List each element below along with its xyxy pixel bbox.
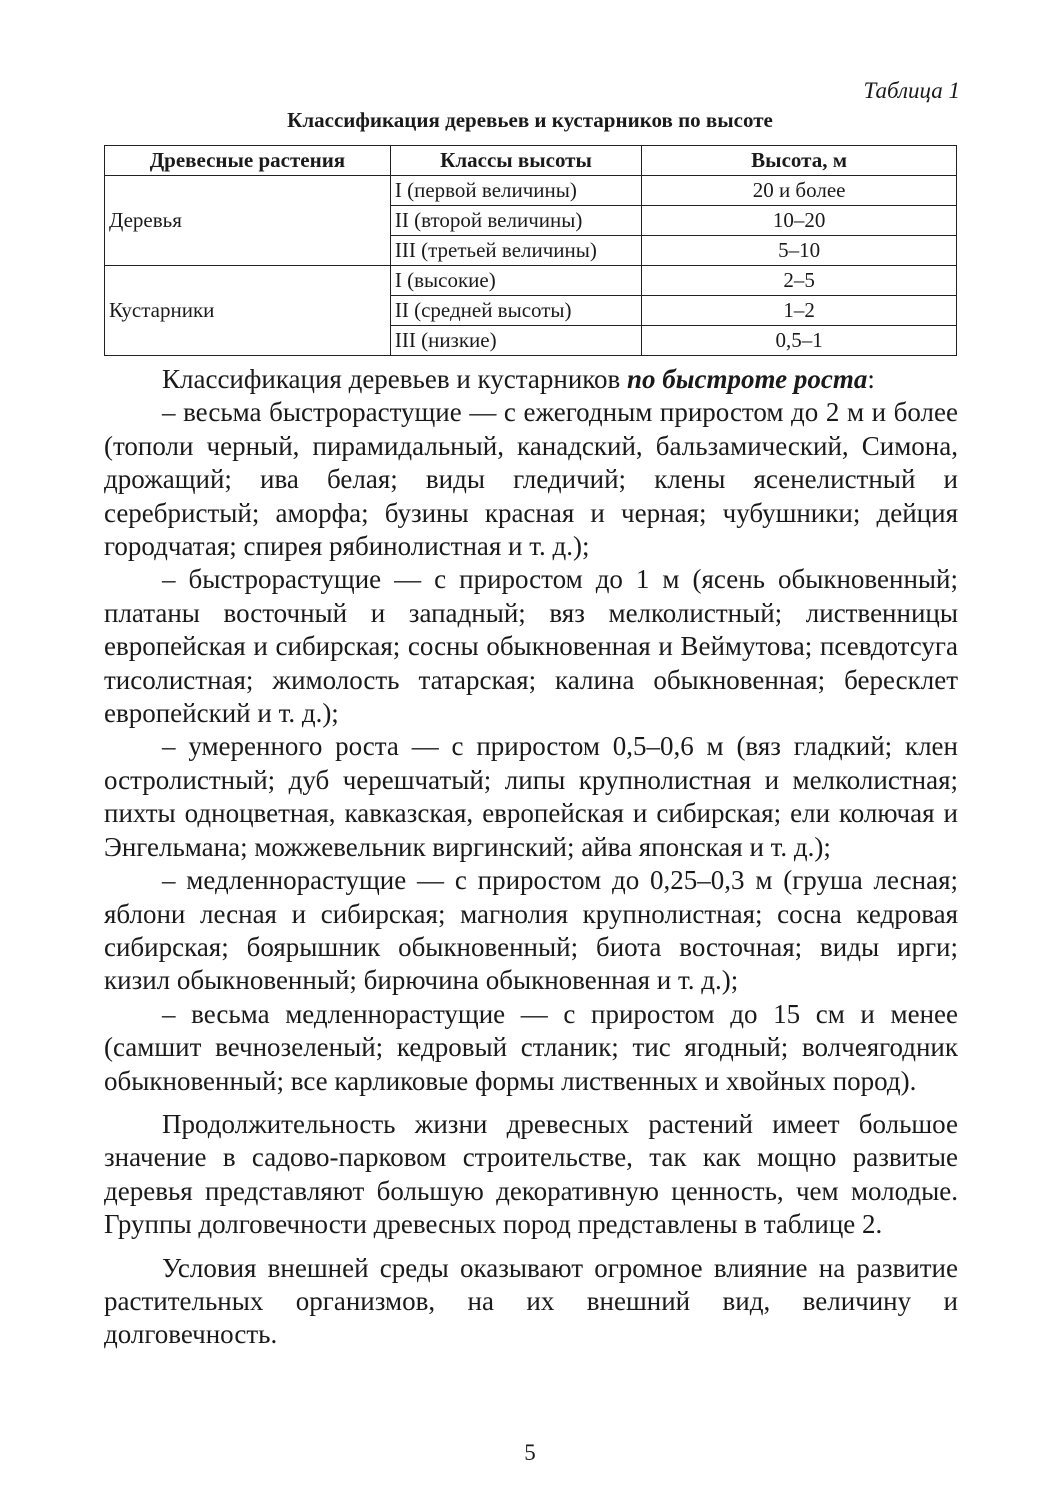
height-value-cell: 0,5–1 [642, 326, 957, 356]
header-height-m: Высота, м [642, 146, 957, 176]
growth-classification-intro [104, 363, 958, 396]
header-plants: Древесные растения [105, 146, 391, 176]
height-class-cell: I (первой величины) [390, 176, 641, 206]
list-item-very-fast: – весьма быстрорастущие — с ежегодным приростом до 2 м и более (тополи черный, пирамидальный, канадский, бальзамический, Симона, дрожащий; ива белая; виды гледичий; клены ясенелистный и серебристый; аморфа; бузины красная и черная; чубушники; дейция городчатая; спирея рябинолистная и т. д.); [104, 397, 958, 562]
list-item-fast: – быстрорастущие — с приростом до 1 м (ясень обыкновенный; платаны восточный и западный; вяз мелколистный; лиственницы европейская и сибирская; сосны обыкновенная и Веймутова; псевдотсуга тисолистная; жимолость татарская; калина обыкновенная; бересклет европейский и т. д.); [104, 564, 958, 729]
intro-suffix: : [867, 364, 875, 394]
height-value-cell: 10–20 [642, 206, 957, 236]
body-text [104, 363, 958, 1352]
group-name-shrubs: Кустарники [105, 266, 391, 356]
intro-emphasis: по быстроте роста [627, 364, 868, 394]
height-classification-table [104, 145, 957, 356]
height-value-cell: 1–2 [642, 296, 957, 326]
table-row [105, 266, 957, 296]
height-class-cell: II (средней высоты) [390, 296, 641, 326]
height-class-cell: I (высокие) [390, 266, 641, 296]
height-value-cell: 2–5 [642, 266, 957, 296]
page-number: 5 [524, 1440, 536, 1465]
table-title: Классификация деревьев и кустарников по высоте [287, 108, 773, 132]
list-item-moderate: – умеренного роста — с приростом 0,5–0,6 м (вяз гладкий; клен остролистный; дуб черешчатый; липы крупнолистная и мелколистная; пихты одноцветная, кавказская, европейская и сибирская; ели колючая и Энгельмана; можжевельник виргинский; айва японская и т. д.); [104, 731, 958, 862]
height-value-cell: 20 и более [642, 176, 957, 206]
group-name-trees: Деревья [105, 176, 391, 266]
table-header-row [105, 146, 957, 176]
height-class-cell: III (низкие) [390, 326, 641, 356]
height-class-cell: III (третьей величины) [390, 236, 641, 266]
list-item-very-slow: – весьма медленнорастущие — с приростом до 15 см и менее (самшит вечнозеленый; кедровый стланик; тис ягодный; волчеягодник обыкновенный; все карликовые формы лиственных и хвойных пород). [104, 998, 958, 1096]
paragraph-longevity: Продолжительность жизни древесных растений имеет большое значение в садово-парковом строительстве, так как мощно развитые деревья представляют большую декоративную ценность, чем молодые. Группы долговечности древесных пород представлены в таблице 2. [104, 1108, 958, 1240]
paragraph-environment: Условия внешней среды оказывают огромное влияние на развитие растительных организмов, на их внешний вид, величину и долговечность. [104, 1252, 958, 1350]
height-class-cell: II (второй величины) [390, 206, 641, 236]
header-height-classes: Классы высоты [390, 146, 641, 176]
intro-prefix: Классификация деревьев и кустарников [162, 364, 628, 394]
table-number-label: Таблица 1 [863, 78, 960, 103]
table-row [105, 176, 957, 206]
list-item-slow: – медленнорастущие — с приростом до 0,25–0,3 м (груша лесная; яблони лесная и сибирская; магнолия крупнолистная; сосна кедровая сибирская; боярышник обыкновенный; биота восточная; виды ирги; кизил обыкновенный; бирючина обыкновенная и т. д.); [104, 865, 958, 996]
height-value-cell: 5–10 [642, 236, 957, 266]
